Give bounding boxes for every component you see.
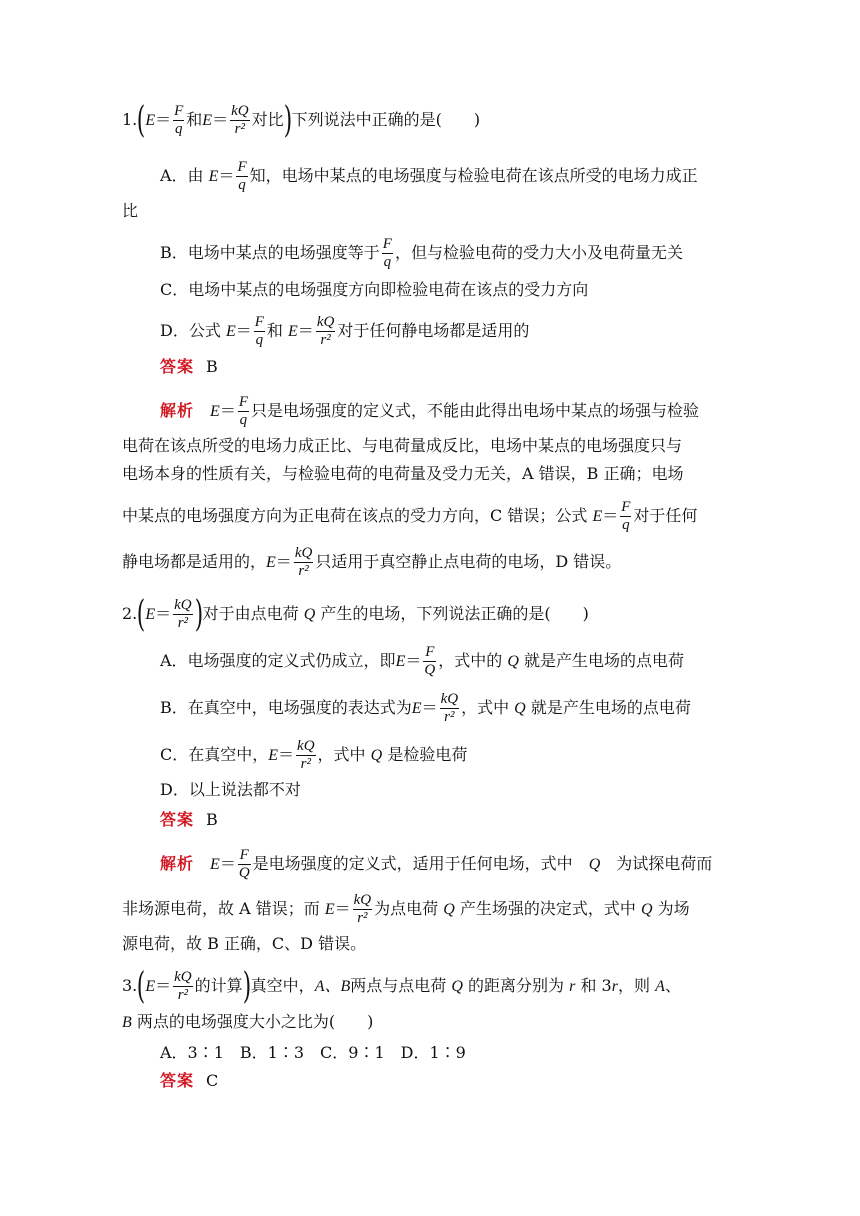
q1-stem: 1.(E＝ $\frac{F}{q}$ 和E＝ $\frac{kQ}{\text{r²}}$ 对比)下列说法中正确的是( ) (122, 99, 481, 141)
q2-stem: 2.(E＝ $\frac{kQ}{\text{r²}}$ )对于由点电荷 Q 产生的电场，下列说法正确的是( ) (122, 593, 589, 635)
q1-option-a: A．由 E＝ $\frac{F}{q}$ 知，电场中某点的电场强度与检验电荷在该点所受的电场力成正 (160, 159, 698, 193)
q2-analysis-line-1: 解析 E＝ $\frac{F}{Q}$ 是电场强度的定义式，适用于任何电场，式中 Q 为试探电荷而 (160, 847, 713, 881)
q2-option-d: D．以上说法都不对 (160, 780, 301, 799)
q3-stem-line-2: B 两点的电场强度大小之比为( ) (122, 1012, 374, 1031)
q2-option-a: A．电场强度的定义式仍成立，即E＝ $\frac{F}{Q}$ ，式中的 Q 就是产生电场的点电荷 (160, 644, 684, 678)
q3-options: A．3∶1 B．1∶3 C．9∶1 D．1∶9 (160, 1043, 466, 1062)
q2-analysis-line-3: 源电荷，故 B 正确，C、D 错误。 (122, 934, 367, 953)
q1-analysis-line-2: 电荷在该点所受的电场力成正比、与电荷量成反比，电场中某点的电场强度只与 (122, 436, 683, 455)
q3-stem: 3.(E＝ $\frac{kQ}{\text{r²}}$ 的计算)真空中，A、B两点与点电荷 Q 的距离分别为 r 和 3r，则 A、 (122, 965, 681, 1007)
q1-option-b: B．电场中某点的电场强度等于 $\frac{F}{q}$ ，但与检验电荷的受力大小及电荷量无关 (160, 236, 683, 270)
q1-analysis-line-3: 电场本身的性质有关，与检验电荷的电荷量及受力无关，A 错误，B 正确；电场 (122, 464, 684, 483)
q2-option-b: B．在真空中，电场强度的表达式为E＝ $\frac{kQ}{\text{r²}}$ ，式中 Q 就是产生电场的点电荷 (160, 691, 691, 725)
q2-analysis-line-2: 非场源电荷，故 A 错误；而 E＝ $\frac{kQ}{\text{r²}}$ 为点电荷 Q 产生场强的决定式，式中 Q 为场 (122, 892, 690, 926)
q1-option-a-wrap: 比 (122, 201, 139, 220)
q1-answer: 答案 B (160, 357, 218, 376)
q1-option-c: C．电场中某点的电场强度方向即检验电荷在该点的受力方向 (160, 280, 589, 299)
q1-analysis-line-5: 静电场都是适用的，E＝ $\frac{kQ}{\text{r²}}$ 只适用于真空静止点电荷的电场，D 错误。 (122, 545, 622, 579)
q1-analysis-line-4: 中某点的电场强度方向为正电荷在该点的受力方向，C 错误；公式 E＝ $\frac{F}{q}$ 对于任何 (122, 499, 698, 533)
q2-option-c: C．在真空中，E＝ $\frac{kQ}{\text{r²}}$ ，式中 Q 是检验电荷 (160, 738, 468, 772)
q1-option-d: D．公式 E＝ $\frac{F}{q}$ 和 E＝ $\frac{kQ}{\text{r²}}$ 对于任何静电场都是适用的 (160, 314, 530, 348)
q3-answer: 答案 C (160, 1071, 219, 1090)
q1-analysis-line-1: 解析 E＝ $\frac{F}{q}$ 只是电场强度的定义式，不能由此得出电场中某点的场强与检验 (160, 394, 700, 428)
q2-answer: 答案 B (160, 810, 218, 829)
